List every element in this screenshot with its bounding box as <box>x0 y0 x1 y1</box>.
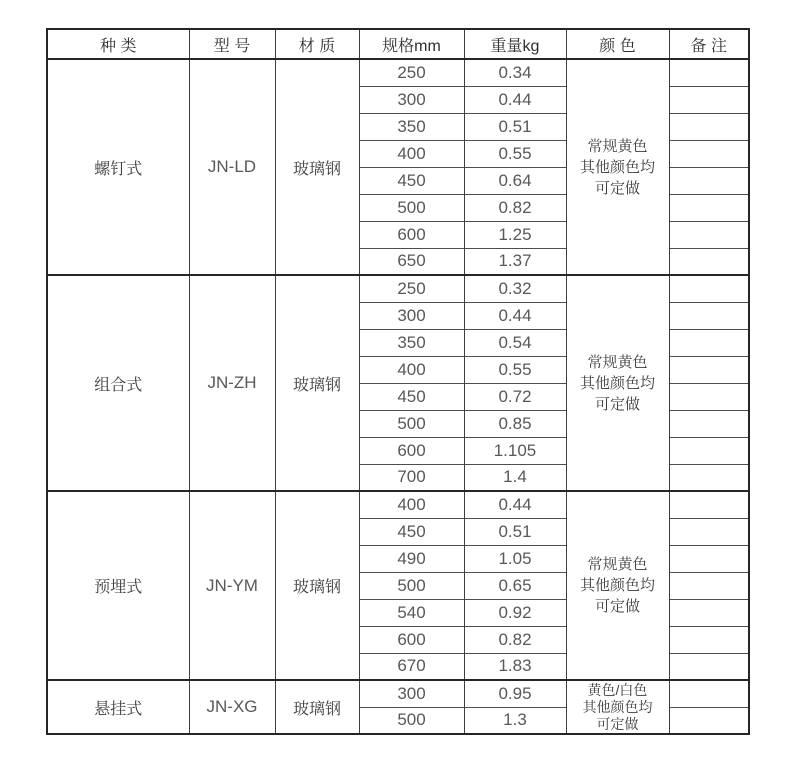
remark-cell <box>669 248 749 275</box>
model-cell: JN-LD <box>189 59 275 275</box>
header-cell-model: 型 号 <box>189 29 275 59</box>
weight-cell: 0.72 <box>464 383 566 410</box>
remark-cell <box>669 545 749 572</box>
material-cell: 玻璃钢 <box>275 491 359 680</box>
color-cell <box>566 680 669 734</box>
weight-cell: 0.34 <box>464 59 566 86</box>
color-line: 常规黄色 <box>587 353 648 371</box>
spec-cell: 600 <box>359 437 464 464</box>
color-cell <box>566 275 669 491</box>
remark-cell <box>669 329 749 356</box>
remark-cell <box>669 167 749 194</box>
weight-cell: 0.55 <box>464 356 566 383</box>
weight-cell: 0.85 <box>464 410 566 437</box>
weight-cell: 0.51 <box>464 113 566 140</box>
header-cell-weight: 重量kg <box>464 29 566 59</box>
spec-cell: 540 <box>359 599 464 626</box>
remark-cell <box>669 275 749 302</box>
weight-cell: 0.65 <box>464 572 566 599</box>
color-line: 可定做 <box>594 395 640 413</box>
spec-cell: 500 <box>359 572 464 599</box>
remark-cell <box>669 653 749 680</box>
remark-cell <box>669 194 749 221</box>
weight-cell: 0.82 <box>464 626 566 653</box>
weight-cell: 1.83 <box>464 653 566 680</box>
spec-cell: 350 <box>359 113 464 140</box>
color-line: 黄色/白色 <box>587 681 648 698</box>
remark-cell <box>669 464 749 491</box>
color-line: 常规黄色 <box>587 556 648 573</box>
spec-cell: 600 <box>359 626 464 653</box>
spec-cell: 490 <box>359 545 464 572</box>
spec-cell: 450 <box>359 518 464 545</box>
remark-cell <box>669 410 749 437</box>
color-line: 常规黄色 <box>587 137 648 155</box>
remark-cell <box>669 302 749 329</box>
weight-cell: 0.51 <box>464 518 566 545</box>
table-row <box>47 275 749 302</box>
weight-cell: 0.82 <box>464 194 566 221</box>
color-line: 可定做 <box>594 179 640 197</box>
material-cell: 玻璃钢 <box>275 59 359 275</box>
remark-cell <box>669 518 749 545</box>
type-cell: 组合式 <box>47 275 189 491</box>
spec-cell: 500 <box>359 707 464 734</box>
remark-cell <box>669 356 749 383</box>
spec-cell: 500 <box>359 410 464 437</box>
weight-cell: 1.05 <box>464 545 566 572</box>
remark-cell <box>669 113 749 140</box>
weight-cell: 1.4 <box>464 464 566 491</box>
spec-table-body <box>47 59 749 734</box>
remark-cell <box>669 437 749 464</box>
color-cell <box>566 491 669 680</box>
spec-cell: 450 <box>359 167 464 194</box>
spec-cell: 250 <box>359 59 464 86</box>
weight-cell: 0.92 <box>464 599 566 626</box>
remark-cell <box>669 140 749 167</box>
remark-cell <box>669 707 749 734</box>
weight-cell: 0.32 <box>464 275 566 302</box>
material-cell: 玻璃钢 <box>275 275 359 491</box>
weight-cell: 0.95 <box>464 680 566 707</box>
remark-cell <box>669 599 749 626</box>
type-cell: 预埋式 <box>47 491 189 680</box>
weight-cell: 1.37 <box>464 248 566 275</box>
spec-cell: 350 <box>359 329 464 356</box>
remark-cell <box>669 86 749 113</box>
header-cell-type: 种 类 <box>47 29 189 59</box>
spec-cell: 400 <box>359 491 464 518</box>
spec-cell: 300 <box>359 680 464 707</box>
weight-cell: 0.55 <box>464 140 566 167</box>
remark-cell <box>669 383 749 410</box>
weight-cell: 0.44 <box>464 86 566 113</box>
header-cell-spec: 规格mm <box>359 29 464 59</box>
table-row <box>47 59 749 86</box>
remark-cell <box>669 626 749 653</box>
header-cell-remark: 备 注 <box>669 29 749 59</box>
remark-cell <box>669 572 749 599</box>
weight-cell: 0.64 <box>464 167 566 194</box>
weight-cell: 1.3 <box>464 707 566 734</box>
table-row <box>47 491 749 518</box>
type-cell: 悬挂式 <box>47 680 189 734</box>
spec-cell: 400 <box>359 140 464 167</box>
spec-cell: 670 <box>359 653 464 680</box>
weight-cell: 0.44 <box>464 491 566 518</box>
spec-cell: 250 <box>359 275 464 302</box>
header-cell-color: 颜 色 <box>566 29 669 59</box>
weight-cell: 1.25 <box>464 221 566 248</box>
spec-cell: 300 <box>359 86 464 113</box>
model-cell: JN-YM <box>189 491 275 680</box>
remark-cell <box>669 59 749 86</box>
color-line: 可定做 <box>596 715 639 732</box>
weight-cell: 0.54 <box>464 329 566 356</box>
remark-cell <box>669 680 749 707</box>
model-cell: JN-XG <box>189 680 275 734</box>
spec-cell: 450 <box>359 383 464 410</box>
color-line: 其他颜色均 <box>579 577 655 594</box>
model-cell: JN-ZH <box>189 275 275 491</box>
spec-cell: 650 <box>359 248 464 275</box>
table-row <box>47 680 749 707</box>
spec-cell: 700 <box>359 464 464 491</box>
color-line: 可定做 <box>594 598 640 615</box>
color-line: 其他颜色均 <box>579 158 655 176</box>
spec-cell: 500 <box>359 194 464 221</box>
color-line: 其他颜色均 <box>579 374 655 392</box>
weight-cell: 1.105 <box>464 437 566 464</box>
header-cell-material: 材 质 <box>275 29 359 59</box>
color-line: 其他颜色均 <box>582 698 653 715</box>
material-cell: 玻璃钢 <box>275 680 359 734</box>
spec-cell: 600 <box>359 221 464 248</box>
weight-cell: 0.44 <box>464 302 566 329</box>
table-header <box>47 29 749 59</box>
color-cell <box>566 59 669 275</box>
spec-cell: 400 <box>359 356 464 383</box>
remark-cell <box>669 491 749 518</box>
remark-cell <box>669 221 749 248</box>
spec-cell: 300 <box>359 302 464 329</box>
header-row <box>47 29 749 59</box>
type-cell: 螺钉式 <box>47 59 189 275</box>
product-spec-table <box>46 28 750 735</box>
